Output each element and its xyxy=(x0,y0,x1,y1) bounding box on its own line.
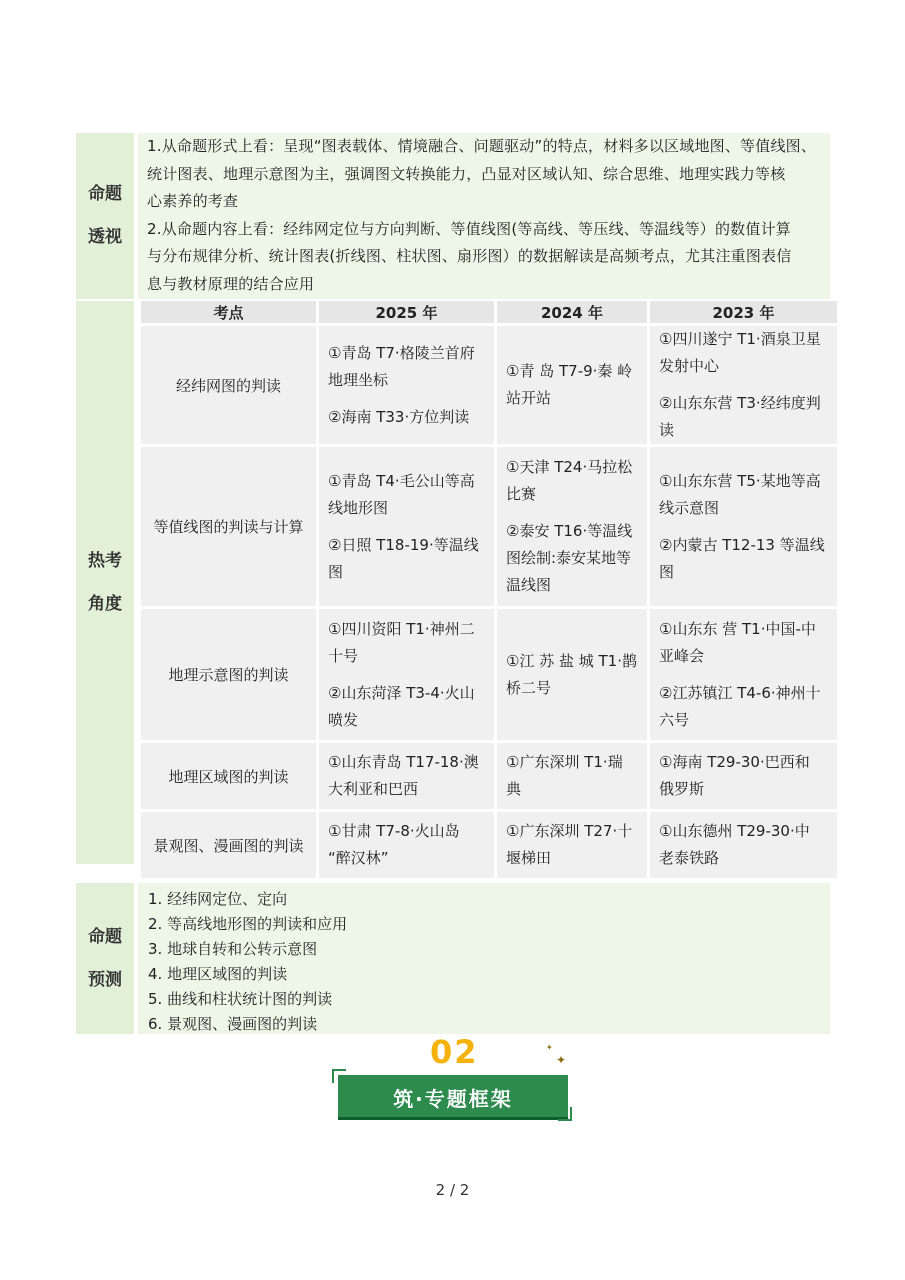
exam-entry-line: 亚峰会 xyxy=(659,646,705,665)
list-item: 1. 经纬网定位、定向 xyxy=(148,890,288,908)
perspective-content xyxy=(138,133,830,299)
year-cell-2024 xyxy=(497,447,647,606)
exam-entry-line: 地理坐标 xyxy=(328,370,389,389)
exam-entry-line: ②山东东营 T3·经纬度判 xyxy=(659,394,821,412)
exam-entry-line: 站开站 xyxy=(506,389,552,407)
exam-entry-line: ①海南 T29-30·巴西和 xyxy=(659,753,810,771)
year-cell-2025 xyxy=(319,326,494,444)
exam-entry-line: “醉汉林” xyxy=(328,849,389,867)
exam-entry-line: 典 xyxy=(506,780,522,798)
exam-entry-line: 温线图 xyxy=(506,576,552,594)
exam-entry-line: 线示意图 xyxy=(659,498,720,517)
perspective-line: 心素养的考查 xyxy=(147,192,239,210)
year-cell-2023 xyxy=(650,812,837,878)
list-item: 6. 景观图、漫画图的判读 xyxy=(148,1015,318,1033)
year-cell-2023 xyxy=(650,326,837,444)
perspective-line: 息与教材原理的结合应用 xyxy=(147,274,315,293)
entry-gap xyxy=(328,394,485,404)
table-header-row xyxy=(141,301,837,323)
entry-gap xyxy=(659,522,828,532)
table-row xyxy=(141,743,837,809)
exam-entry-line: ①青 岛 T7-9·秦 岭 xyxy=(506,362,633,380)
exam-entry-line: ②泰安 T16·等温线 xyxy=(506,522,633,540)
section-label-perspective: 命题 透视 xyxy=(76,133,134,299)
sparkle-icon: ✦ xyxy=(556,1053,567,1067)
year-cell-2025 xyxy=(319,447,494,606)
exam-entry-line: 图 xyxy=(328,562,344,581)
entry-gap xyxy=(506,508,638,518)
year-cell-2025 xyxy=(319,609,494,740)
exam-entry-line: ①江 苏 盐 城 T1·鹊 xyxy=(506,651,637,670)
year-cell-2024 xyxy=(497,609,647,740)
exam-entry-line: 读 xyxy=(659,421,675,439)
table-row xyxy=(141,609,837,740)
exam-entry-line: 图 xyxy=(659,562,675,581)
corner-decoration xyxy=(558,1107,572,1121)
exam-entry-line: 发射中心 xyxy=(659,357,720,375)
list-item: 3. 地球自转和公转示意图 xyxy=(148,940,318,958)
exam-entry-line: ①青岛 T4·毛公山等高 xyxy=(328,471,475,490)
year-cell-2024 xyxy=(497,743,647,809)
exam-entry-line: ②山东菏泽 T3-4·火山 xyxy=(328,683,475,702)
header-topic: 考点 xyxy=(141,301,316,323)
exam-entry-line: 十号 xyxy=(328,646,359,665)
exam-entry-line: ①甘肃 T7-8·火山岛 xyxy=(328,822,460,840)
exam-entry-line: 线地形图 xyxy=(328,498,389,517)
exam-entry-line: ②江苏镇江 T4-6·神州十 xyxy=(659,683,821,702)
table-row xyxy=(141,812,837,878)
year-cell-2024 xyxy=(497,812,647,878)
section-title: 筑·专题框架 xyxy=(393,1087,513,1111)
header-2023: 2023 年 xyxy=(650,301,837,323)
year-cell-2025 xyxy=(319,812,494,878)
section-badge xyxy=(332,1033,572,1121)
section-title-bar xyxy=(338,1075,568,1120)
perspective-line: 2.从命题内容上看：经纬网定位与方向判断、等值线图(等高线、等压线、等温线等）的数值计算 xyxy=(147,219,791,238)
exam-entry-line: 喷发 xyxy=(328,710,359,729)
exam-analysis-frame xyxy=(76,133,830,1034)
exam-entry-line: ①四川资阳 T1·神州二 xyxy=(328,619,475,638)
entry-gap xyxy=(659,670,828,680)
section-number: 02 xyxy=(430,1033,479,1071)
exam-entry-line: 比赛 xyxy=(506,485,537,503)
header-2024: 2024 年 xyxy=(497,301,647,323)
exam-entry-line: ①四川遂宁 T1·酒泉卫星 xyxy=(659,330,821,348)
perspective-line: 1.从命题形式上看：呈现“图表载体、情境融合、问题驱动”的特点，材料多以区域地图、等值线图、 xyxy=(147,137,817,155)
hot-topics-table xyxy=(138,298,840,881)
table-row xyxy=(141,326,837,444)
hot-table-wrap xyxy=(138,301,840,881)
prediction-list xyxy=(138,883,830,1034)
year-cell-2023 xyxy=(650,609,837,740)
exam-entry-line: ②海南 T33·方位判读 xyxy=(328,407,470,426)
entry-gap xyxy=(328,522,485,532)
entry-gap xyxy=(659,380,828,390)
topic-cell: 经纬网图的判读 xyxy=(141,326,316,444)
year-cell-2025 xyxy=(319,743,494,809)
list-item: 5. 曲线和柱状统计图的判读 xyxy=(148,990,333,1008)
section-proposition-prediction xyxy=(76,883,830,1034)
exam-entry-line: ②日照 T18-19·等温线 xyxy=(328,535,479,554)
topic-cell: 景观图、漫画图的判读 xyxy=(141,812,316,878)
exam-entry-line: ①广东深圳 T27·十 xyxy=(506,822,633,840)
exam-entry-line: ①山东东 营 T1·中国-中 xyxy=(659,619,816,638)
exam-entry-line: 堰梯田 xyxy=(506,849,552,867)
exam-entry-line: ①广东深圳 T1·瑞 xyxy=(506,753,623,771)
perspective-line: 统计图表、地理示意图为主，强调图文转换能力，凸显对区域认知、综合思维、地理实践力等核 xyxy=(147,164,786,183)
section-label-prediction: 命题 预测 xyxy=(76,883,134,1034)
page-number: 2 / 2 xyxy=(435,1181,470,1199)
topic-cell: 等值线图的判读与计算 xyxy=(141,447,316,606)
exam-entry-line: ②内蒙古 T12-13 等温线 xyxy=(659,535,825,554)
exam-entry-line: ①天津 T24·马拉松 xyxy=(506,458,633,476)
entry-gap xyxy=(328,670,485,680)
exam-entry-line: ①山东东营 T5·某地等高 xyxy=(659,471,821,490)
exam-entry-line: 六号 xyxy=(659,710,690,729)
topic-cell: 地理示意图的判读 xyxy=(141,609,316,740)
table-row xyxy=(141,447,837,606)
sparkle-icon: ✦ xyxy=(546,1043,553,1052)
year-cell-2024 xyxy=(497,326,647,444)
exam-entry-line: ①青岛 T7·格陵兰首府 xyxy=(328,343,475,362)
exam-entry-line: 老泰铁路 xyxy=(659,849,720,867)
exam-entry-line: 图绘制:泰安某地等 xyxy=(506,549,632,567)
section-proposition-perspective xyxy=(76,133,830,299)
exam-entry-line: 大利亚和巴西 xyxy=(328,780,419,798)
section-label-hot: 热考 角度 xyxy=(76,301,134,864)
perspective-line: 与分布规律分析、统计图表(折线图、柱状图、扇形图）的数据解读是高频考点，尤其注重图表信 xyxy=(147,247,792,265)
exam-entry-line: ①山东德州 T29-30·中 xyxy=(659,822,810,840)
exam-entry-line: ①山东青岛 T17-18·澳 xyxy=(328,753,479,771)
topic-cell: 地理区域图的判读 xyxy=(141,743,316,809)
list-item: 2. 等高线地形图的判读和应用 xyxy=(148,915,348,933)
exam-entry-line: 俄罗斯 xyxy=(659,780,705,798)
header-2025: 2025 年 xyxy=(319,301,494,323)
year-cell-2023 xyxy=(650,447,837,606)
exam-entry-line: 桥二号 xyxy=(506,678,552,697)
year-cell-2023 xyxy=(650,743,837,809)
list-item: 4. 地理区域图的判读 xyxy=(148,965,288,983)
section-hot-angles xyxy=(76,301,830,881)
